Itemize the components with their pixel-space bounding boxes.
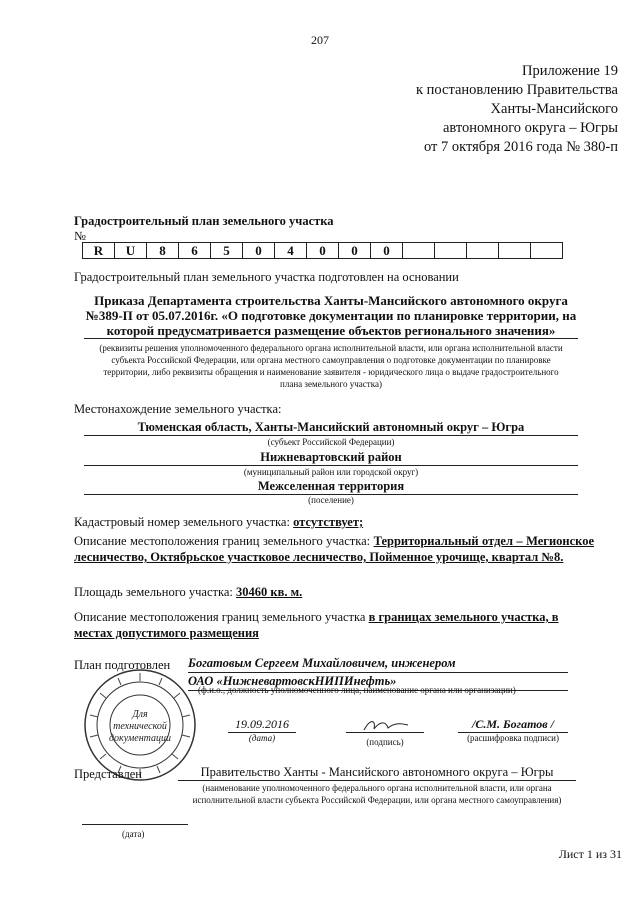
code-cell [499,243,531,259]
caption-line: плана земельного участка) [280,379,382,389]
cadastral-label: Кадастровый номер земельного участка: [74,515,290,529]
boundaries-label: Описание местоположения границ земельного участка: [74,534,371,548]
code-cell: 0 [243,243,275,259]
settlement-caption: (поселение) [308,495,354,505]
order-line: №389-П от 05.07.2016г. «О подготовке документации по планировке территории, на [85,308,577,323]
order-caption [84,342,578,390]
code-cell: 0 [339,243,371,259]
order-text [84,293,578,339]
code-cell: 0 [371,243,403,259]
code-cell [467,243,499,259]
preparer-org: ОАО «НижневартовскНИПИнефть» [188,673,568,691]
code-cell: 8 [147,243,179,259]
stamp-text: технической [113,721,167,732]
signature [346,717,424,747]
area-value: 30460 кв. м. [236,585,303,599]
boundaries-row [74,533,594,565]
area-label: Площадь земельного участка: [74,585,233,599]
caption-line: субъекта Российской Федерации, или органа местного самоуправления о подготовке документации по планировке [111,355,551,365]
bottom-date-caption: (дата) [122,829,145,839]
sign-name-caption: (расшифровка подписи) [467,733,559,743]
code-cell [531,243,563,259]
location-label: Местонахождение земельного участка: [74,402,282,416]
cadastral-value: отсутствует; [293,515,364,529]
sign-date-caption: (дата) [248,733,276,743]
sign-date-value: 19.09.2016 [228,717,296,733]
basis-intro: Градостроительный план земельного участка подготовлен на основании [74,270,459,284]
preparer-name: Богатовым Сергеем Михайловичем, инженером [188,655,568,673]
signature-scribble [346,717,424,733]
plan-title: Градостроительный план земельного участка [74,214,334,228]
plan-number-label: № [74,229,86,243]
representative-org: Правительство Ханты - Мансийского автономного округа – Югры [178,765,576,781]
appendix-line: Ханты-Мансийского [490,101,618,117]
bottom-date-line [82,824,188,825]
representative-label: Представлен [74,767,142,781]
caption-line: территории, либо реквизиты обращения и наименование заявителя - юридического лица о выдаче градостроительного [103,367,559,377]
code-cell [403,243,435,259]
order-line: которой предусматривается размещение объектов регионального значения» [84,323,578,339]
appendix-line: от 7 октября 2016 года № 380-п [423,139,618,155]
location-settlement: Межселенная территория [84,479,578,495]
preparer-label: План подготовлен [74,658,171,672]
caption-line: (наименование уполномоченного федерального органа исполнительной власти, или органа [202,783,552,793]
code-cell: 5 [211,243,243,259]
plan-code-grid [82,242,563,259]
sign-name-value: /С.М. Богатов / [458,717,568,733]
appendix-line: автономного округа – Югры [442,120,618,136]
placement-row [74,609,574,641]
appendix-line: Приложение 19 [522,63,618,79]
sheet-counter: Лист 1 из 31 [558,847,622,861]
appendix-line: к постановлению Правительства [416,82,618,98]
caption-line: исполнительной власти субъекта Российской Федерации, или органа местного самоуправления) [192,795,562,805]
stamp-text: Для [132,709,148,720]
placement-value: в границах земельного участка, в местах допустимого размещения [74,610,559,640]
page-number: 207 [311,33,329,47]
preparer-caption: (ф.и.о., должность уполномоченного лица, наименование органа или организации) [198,685,516,695]
caption-line: (реквизиты решения уполномоченного федерального органа исполнительной власти, или органа исполнительной власти [99,343,563,353]
sign-date [228,717,296,743]
order-line: Приказа Департамента строительства Ханты-Мансийского автономного округа [94,293,568,308]
stamp-text: документации [108,733,172,744]
representative-caption [178,782,576,806]
placement-label: Описание местоположения границ земельного участка [74,610,366,624]
code-cell: 0 [307,243,339,259]
district-caption: (муниципальный район или городской округ) [243,467,419,477]
sign-name [458,717,568,743]
code-cell [435,243,467,259]
code-cell: U [115,243,147,259]
location-district: Нижневартовский район [84,450,578,466]
appendix-header [416,62,618,157]
boundaries-value: Территориальный отдел – Мегионское лесничество, Октябрьское участковое лесничество, Пойменное урочище, квартал №8. [74,534,594,564]
area-row [74,585,302,600]
subject-caption: (субъект Российской Федерации) [267,437,395,447]
code-cell: 4 [275,243,307,259]
signature-caption: (подпись) [366,737,404,747]
location-subject: Тюменская область, Ханты-Мансийский автономный округ – Югра [84,420,578,436]
code-cell: 6 [179,243,211,259]
cadastral-row [74,515,363,530]
code-cell: R [83,243,115,259]
